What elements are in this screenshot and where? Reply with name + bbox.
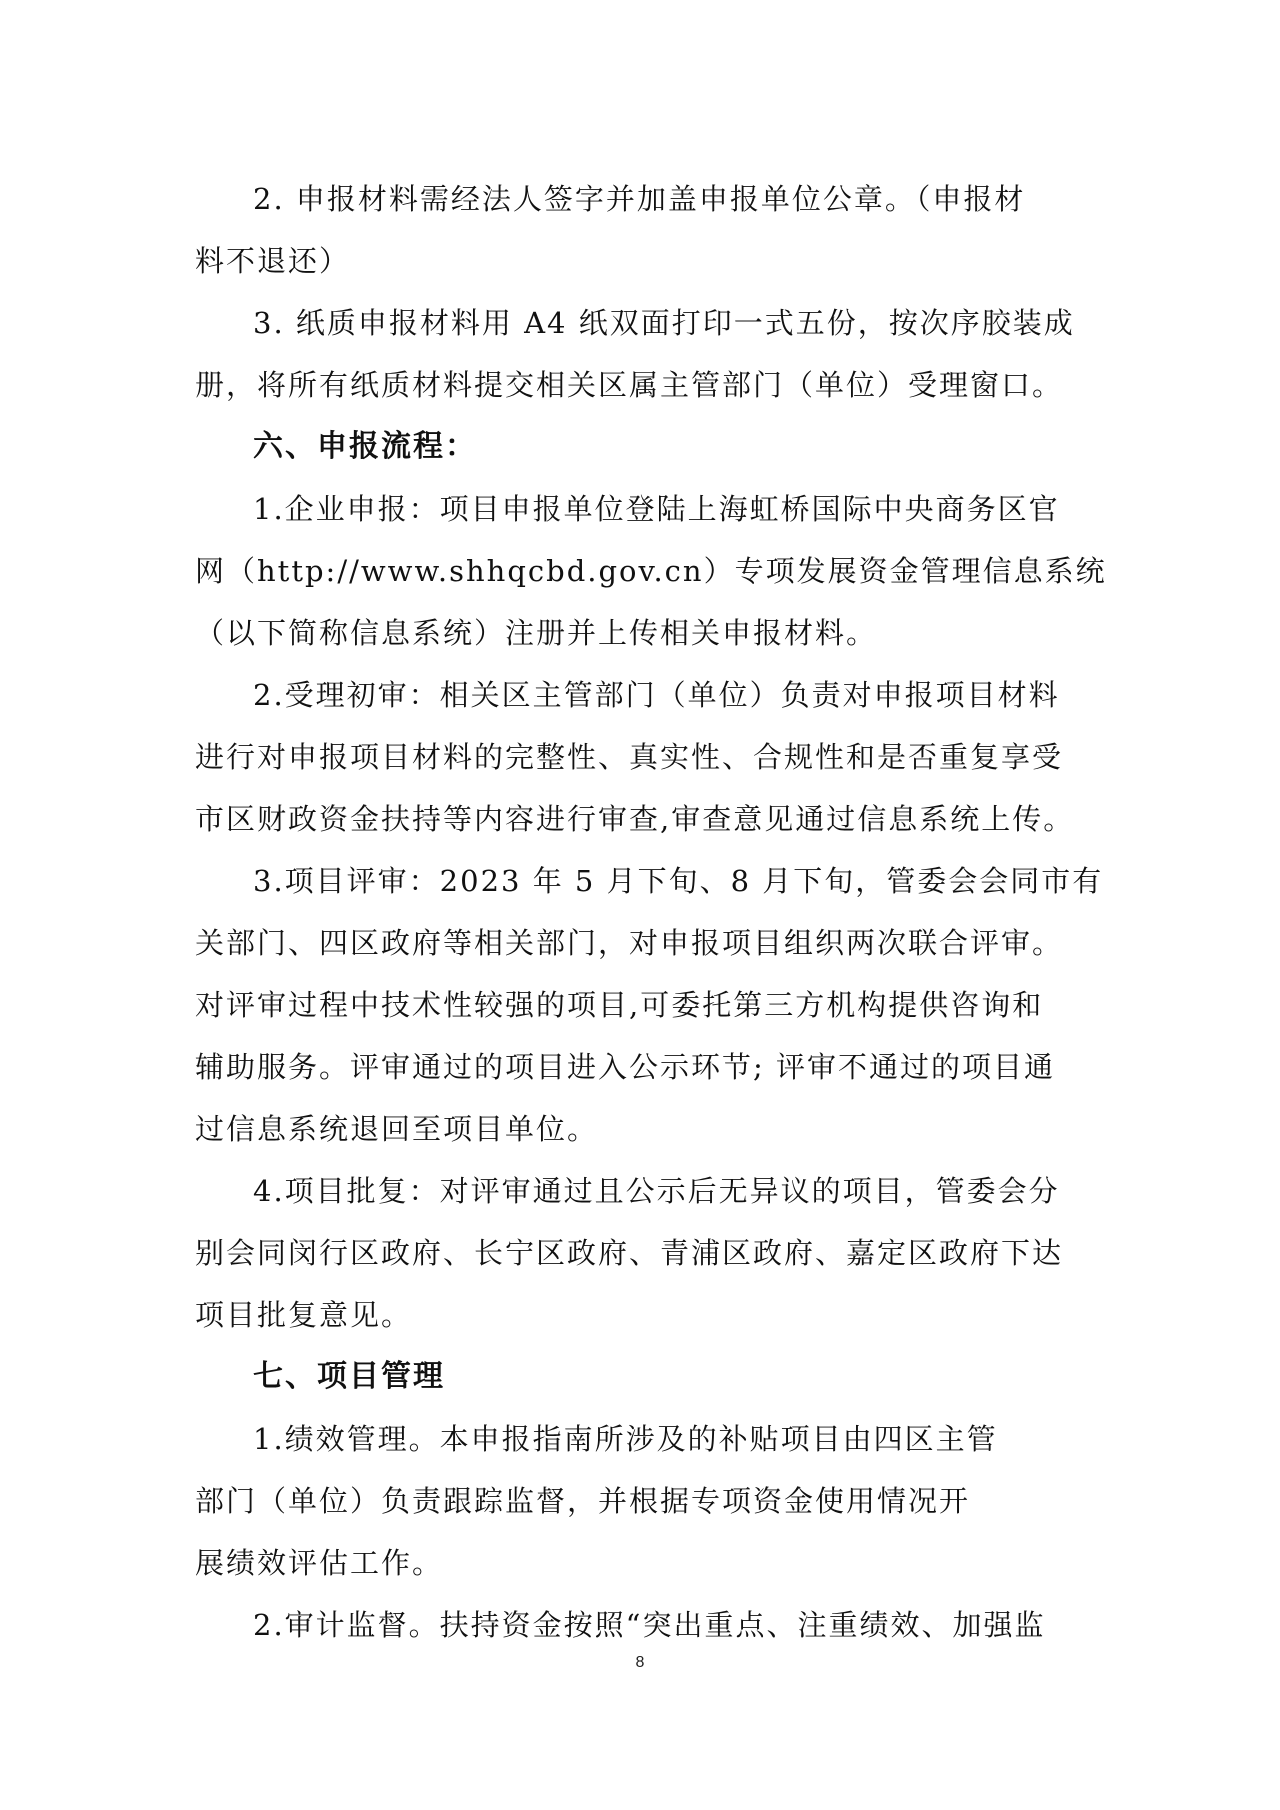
section-7-heading: 七、项目管理 [253,1359,445,1394]
text-line: 部门（单位）负责跟踪监督，并根据专项资金使用情况开 [195,1484,971,1518]
paragraph-6-1 [195,478,1107,664]
text-line: 市区财政资金扶持等内容进行审查,审查意见通过信息系统上传。 [195,802,1075,836]
text-line: 过信息系统退回至项目单位。 [195,1112,599,1146]
text-line: 4.项目批复：对评审通过且公示后无异议的项目，管委会分 [253,1174,1060,1208]
paragraph-7-2 [195,1594,1095,1656]
text-line: （以下简称信息系统）注册并上传相关申报材料。 [195,616,878,650]
text-line: 进行对申报项目材料的完整性、真实性、合规性和是否重复享受 [195,740,1064,774]
text-line: 1.绩效管理。本申报指南所涉及的补贴项目由四区主管 [253,1422,998,1456]
text-line: 1.企业申报：项目申报单位登陆上海虹桥国际中央商务区官 [253,492,1060,526]
paragraph-7-1 [195,1408,1095,1594]
text-line: 料不退还） [195,244,351,278]
page-number: 8 [635,1654,645,1671]
text-line: 3. 纸质申报材料用 A4 纸双面打印一式五份，按次序胶装成 [253,306,1075,340]
paragraph-6-3 [195,850,1104,1160]
text-line: 3.项目评审：2023 年 5 月下旬、8 月下旬，管委会会同市有 [253,864,1104,898]
text-line: 册，将所有纸质材料提交相关区属主管部门（单位）受理窗口。 [195,368,1064,402]
text-line: 展绩效评估工作。 [195,1546,444,1580]
paragraph-6-4 [195,1160,1095,1346]
document-body [195,168,1107,1656]
text-line: 项目批复意见。 [195,1298,413,1332]
paragraph-5-3 [195,292,1095,416]
paragraph-5-2 [195,168,1095,292]
text-line: 2.审计监督。扶持资金按照“突出重点、注重绩效、加强监 [253,1608,1046,1642]
text-line: 2. 申报材料需经法人签字并加盖申报单位公章。（申报材 [253,182,1026,216]
text-line: 辅助服务。评审通过的项目进入公示环节; 评审不通过的项目通 [195,1050,1055,1084]
paragraph-6-2 [195,664,1095,850]
text-line: 2.受理初审：相关区主管部门（单位）负责对申报项目材料 [253,678,1060,712]
text-line: 关部门、四区政府等相关部门，对申报项目组织两次联合评审。 [195,926,1064,960]
section-6-heading: 六、申报流程： [253,429,477,464]
text-line: 网（http://www.shhqcbd.gov.cn）专项发展资金管理信息系统 [195,554,1107,588]
text-line: 对评审过程中技术性较强的项目,可委托第三方机构提供咨询和 [195,988,1044,1022]
text-line: 别会同闵行区政府、长宁区政府、青浦区政府、嘉定区政府下达 [195,1236,1064,1270]
